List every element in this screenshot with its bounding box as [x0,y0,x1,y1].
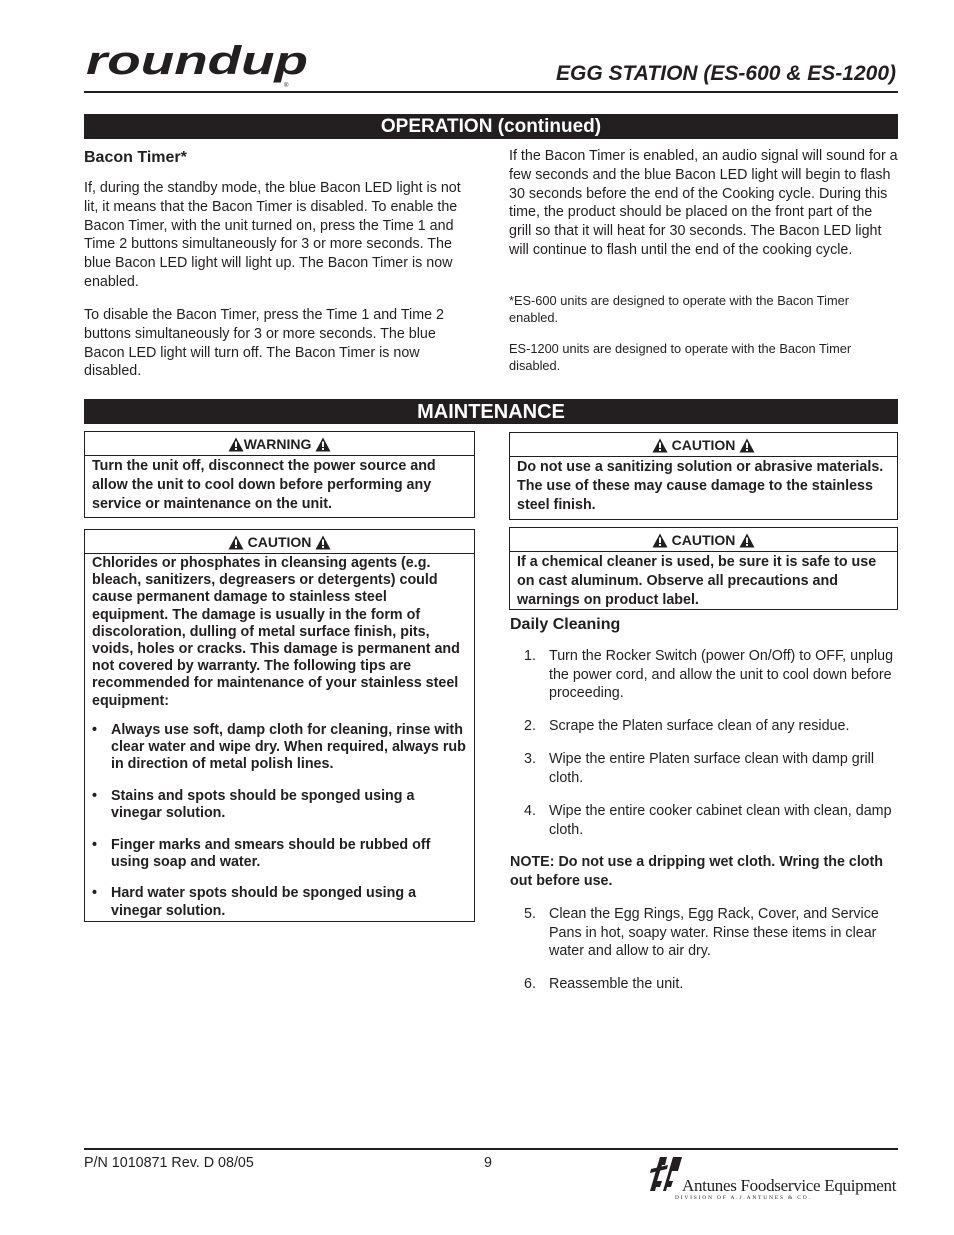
svg-text:®: ® [284,83,289,89]
caution-label: CAUTION [671,532,736,548]
caution-sanitizing-box [509,432,898,520]
step-text: Wipe the entire Platen surface clean with damp grill cloth. [549,751,875,786]
caution-chemical-box [509,527,898,610]
es600-footnote: *ES-600 units are designed to operate with the Bacon Timer enabled. [509,293,850,325]
bacon-timer-heading: Bacon Timer* [84,149,187,166]
svg-text:roundup: roundup [86,40,308,83]
bullet-icon: • [92,721,98,738]
stainless-tips-list [92,722,467,920]
list-item [92,837,467,871]
bacon-disable-paragraph: To disable the Bacon Timer, press the Time 1 and Time 2 buttons simultaneously for 3 or more seconds. The blue Bacon LED light will turn off. The Bacon Timer is now disabled. [84,307,444,380]
es1200-footnote: ES-1200 units are designed to operate with the Bacon Timer disabled. [509,341,852,373]
warning-label: WARNING [243,436,312,452]
bacon-enable-paragraph: If, during the standby mode, the blue Bacon LED light is not lit, it means that the Bacon Timer is disabled. To enable the Bacon Timer, with the unit turned on, press the Time 1 and Time 2 buttons simultaneously for 3 or more seconds. The blue Bacon LED light will light up. The Bacon Timer is now enabled. [84,180,461,290]
warning-box [84,431,475,518]
step-number: 5. [524,906,536,922]
list-item [524,750,898,787]
step-number: 3. [524,751,536,767]
caution-triangle-icon [739,533,755,548]
company-name: Antunes Foodservice Equipment [682,1176,897,1195]
tip-text: Hard water spots should be sponged using a vinegar solution. [111,885,417,919]
step-text: Turn the Rocker Switch (power On/Off) to OFF, unplug the power cord, and allow the unit to cool down before proceeding. [549,648,894,702]
footer-rule [84,1148,898,1150]
bullet-icon: • [92,885,98,902]
caution-sanitizing-text: Do not use a sanitizing solution or abrasive materials. The use of these may cause damage to the stainless steel finish. [517,459,884,513]
roundup-logo [84,40,314,90]
caution-chlorides-body [85,554,474,920]
daily-cleaning-heading: Daily Cleaning [510,616,621,633]
warning-triangle-icon [315,437,331,452]
list-item [92,885,467,919]
caution-triangle-icon [739,438,755,453]
step-number: 2. [524,718,536,734]
list-item [524,905,898,961]
tip-text: Finger marks and smears should be rubbed off using soap and water. [111,836,431,870]
list-item [524,802,898,839]
operation-section-bar: OPERATION (continued) [84,114,898,139]
caution-triangle-icon [228,535,244,550]
step-text: Reassemble the unit. [549,976,684,992]
step-number: 4. [524,803,536,819]
maintenance-section-bar: MAINTENANCE [84,399,898,424]
wet-cloth-note: NOTE: Do not use a dripping wet cloth. Wring the cloth out before use. [510,854,884,889]
bullet-icon: • [92,787,98,804]
step-text: Scrape the Platen surface clean of any residue. [549,718,850,734]
caution-chlorides-box [84,529,475,922]
tip-text: Always use soft, damp cloth for cleaning, rinse with clear water and wipe dry. When required, always rub in direction of metal polish lines. [111,721,466,773]
list-item [92,722,467,774]
bacon-flash-paragraph: If the Bacon Timer is enabled, an audio signal will sound for a few seconds and the blue Bacon LED light will begin to flash 30 seconds before the end of the Cooking cycle. During this time, the product should be placed on the front part of the grill so that it will heat for 30 seconds. The Bacon LED light will continue to flash until the end of the cooking cycle. [509,148,898,258]
caution-label: CAUTION [247,534,312,550]
list-item [524,717,898,736]
header-rule [84,91,898,93]
warning-text: Turn the unit off, disconnect the power source and allow the unit to cool down before performing any service or maintenance on the unit. [92,458,436,512]
company-division: DIVISION OF A.J.ANTUNES & CO. [675,1195,812,1201]
warning-header [85,432,474,456]
caution-triangle-icon [315,535,331,550]
tip-text: Stains and spots should be sponged using a vinegar solution. [111,787,415,822]
caution-triangle-icon [652,533,668,548]
caution-triangle-icon [652,438,668,453]
caution-header [510,528,897,552]
step-number: 6. [524,976,536,992]
caution-label: CAUTION [671,437,736,453]
warning-triangle-icon [228,437,244,452]
antunes-logo-icon [648,1153,684,1193]
caution-chemical-text: If a chemical cleaner is used, be sure it is safe to use on cast aluminum. Observe all precautions and warnings on product label. [517,554,877,608]
caution-header [85,530,474,554]
list-item [92,788,467,822]
caution-chlorides-text: Chlorides or phosphates in cleansing agents (e.g. bleach, sanitizers, degreasers or detergents) could cause permanent damage to stainless steel equipment. The damage is usually in the form of discoloration, dulling of metal surface finish, pits, voids, holes or cracks. This damage is permanent and not covered by warranty. The following tips are recommended for maintenance of your stainless steel equipment: [92,555,460,709]
bullet-icon: • [92,836,98,853]
page-number: 9 [484,1155,492,1171]
step-number: 1. [524,648,536,664]
caution-header [510,433,897,457]
list-item [524,975,898,994]
part-number: P/N 1010871 Rev. D 08/05 [84,1155,254,1171]
list-item [524,647,898,703]
step-text: Wipe the entire cooker cabinet clean with clean, damp cloth. [549,803,892,838]
document-title: EGG STATION (ES-600 & ES-1200) [556,62,896,85]
step-text: Clean the Egg Rings, Egg Rack, Cover, and Service Pans in hot, soapy water. Rinse these items in clear water and allow to air dry. [549,906,879,960]
